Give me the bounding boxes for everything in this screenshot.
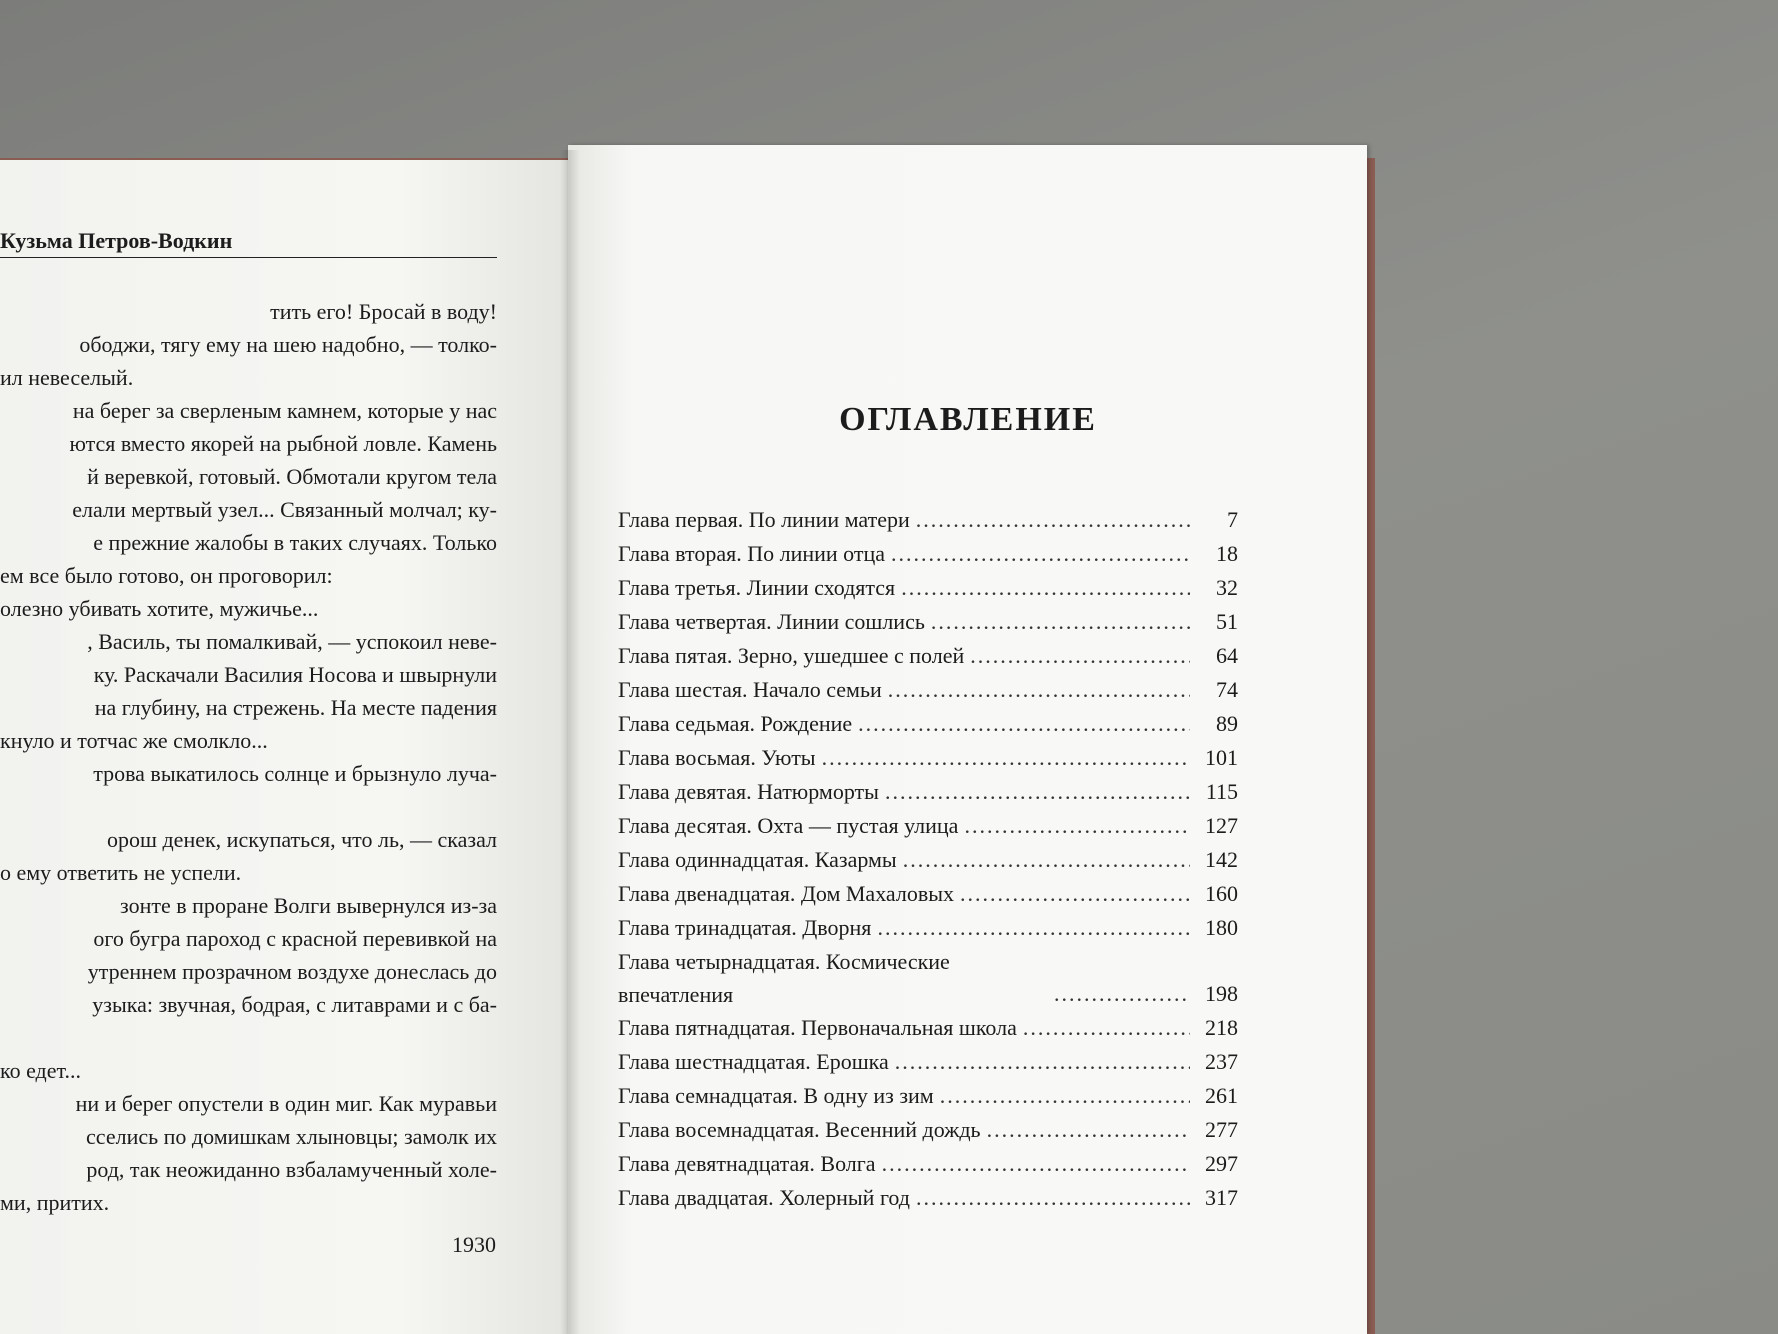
toc-entry-title: Глава восемнадцатая. Весенний дождь [618,1117,981,1142]
text-line: ми, притих. [0,1190,110,1215]
toc-entry [618,1147,1238,1181]
toc-entry [618,1011,1238,1045]
toc-page-number: 160 [1205,881,1238,906]
toc-page-number: 115 [1205,779,1238,804]
table-of-contents [618,503,1238,1215]
toc-leader [816,741,1190,775]
toc-entry-title: Глава четвертая. Линии сошлись [618,609,925,634]
toc-entry-title: Глава тринадцатая. Дворня [618,915,872,940]
toc-page-number: 297 [1205,1151,1238,1176]
toc-page-number: 32 [1216,575,1238,600]
toc-entry-title: Глава десятая. Охта — пустая улица [618,813,959,838]
toc-entry-title: Глава двадцатая. Холерный год [618,1185,910,1210]
toc-entry [618,707,1238,741]
toc-leader [897,843,1190,877]
toc-entry [618,775,1238,809]
text-line: ку. Раскачали Василия Носова и швырнули [93,662,497,687]
text-line: ются вместо якорей на рыбной ловле. Камень [69,431,497,456]
text-line: й веревкой, готовый. Обмотали кругом тела [87,464,497,489]
text-line: ем все было готово, он проговорил: [0,563,333,588]
toc-leader [889,1045,1190,1079]
toc-entry-title: Глава шестая. Начало семьи [618,677,882,702]
toc-entry [618,843,1238,877]
toc-entry-title: Глава вторая. По линии отца [618,541,886,566]
toc-entry [618,605,1238,639]
toc-entry-title: Глава девятая. Натюрморты [618,779,879,804]
book-gutter [560,150,580,1334]
toc-page-number: 198 [1205,981,1238,1006]
toc-entry-title: Глава девятнадцатая. Волга [618,1151,876,1176]
toc-leader [879,775,1190,809]
toc-entry-title: Глава одиннадцатая. Казармы [618,847,897,872]
toc-page-number: 237 [1205,1049,1238,1074]
toc-leader [895,571,1190,605]
toc-leader [954,877,1190,911]
toc-leader [852,707,1190,741]
toc-entry-title: Глава четырнадцатая. Космические впечатления [618,949,950,1007]
toc-leader [910,1181,1190,1215]
toc-entry [618,1181,1238,1215]
toc-entry [618,1079,1238,1113]
toc-page-number: 74 [1216,677,1238,702]
toc-page-number: 317 [1205,1185,1238,1210]
text-line: на берег за сверленым камнем, которые у нас [72,398,497,423]
toc-leader [958,809,1190,843]
text-line: ил невеселый. [0,365,134,390]
text-line: ого бугра пароход с красной перевивкой на [93,926,497,951]
running-head-rule [0,257,497,258]
toc-entry [618,945,1238,1011]
toc-entry [618,571,1238,605]
toc-entry-title: Глава восьмая. Уюты [618,745,816,770]
toc-page-number: 101 [1205,745,1238,770]
toc-page-number: 7 [1227,507,1238,532]
toc-page-number: 51 [1216,609,1238,634]
text-line: зонте в проране Волги вывернулся из-за [120,893,497,918]
running-head: Кузьма Петров-Водкин [0,228,233,253]
toc-page-number: 218 [1205,1015,1238,1040]
toc-entry [618,911,1238,945]
toc-entry [618,673,1238,707]
toc-entry [618,877,1238,911]
text-line: ободжи, тягу ему на шею надобно, — толко- [79,332,497,357]
text-line: на глубину, на стрежень. На месте падения [94,695,497,720]
text-line: узыка: звучная, бодрая, с литаврами и с ба- [92,992,497,1017]
toc-leader [1048,977,1190,1011]
year: 1930 [452,1232,496,1257]
text-line: утреннем прозрачном воздухе донеслась до [87,959,497,984]
toc-leader [964,639,1190,673]
toc-entry-title: Глава семнадцатая. В одну из зим [618,1083,934,1108]
toc-page-number: 142 [1205,847,1238,872]
toc-entry-title: Глава пятнадцатая. Первоначальная школа [618,1015,1017,1040]
toc-entry-title: Глава первая. По линии матери [618,507,910,532]
toc-page-number: 89 [1216,711,1238,736]
toc-entry-title: Глава двенадцатая. Дом Махаловых [618,881,955,906]
toc-leader [981,1113,1190,1147]
text-line [0,790,497,823]
toc-leader [871,911,1190,945]
text-line: сселись по домишкам хлыновцы; замолк их [86,1124,497,1149]
toc-entry-title: Глава пятая. Зерно, ушедшее с полей [618,643,965,668]
toc-entry-title: Глава шестнадцатая. Ерошка [618,1049,889,1074]
text-line [0,1021,497,1054]
toc-leader [925,605,1190,639]
toc-leader [910,503,1190,537]
text-line: олезно убивать хотите, мужичье... [0,596,319,621]
toc-page-number: 277 [1205,1117,1238,1142]
toc-page-number: 64 [1216,643,1238,668]
text-line: тить его! Бросай в воду! [270,299,497,324]
toc-page-number: 261 [1205,1083,1238,1108]
toc-entry-title: Глава третья. Линии сходятся [618,575,896,600]
toc-page-number: 180 [1205,915,1238,940]
text-line: трова выкатилось солнце и брызнуло луча- [93,761,497,786]
toc-leader [885,537,1190,571]
toc-title: ОГЛАВЛЕНИЕ [839,401,1097,438]
toc-entry [618,1113,1238,1147]
text-line: кнуло и тотчас же смолкло... [0,728,268,753]
toc-entry [618,503,1238,537]
toc-entry [618,537,1238,571]
text-line: ни и берег опустели в один миг. Как муравьи [75,1091,497,1116]
text-line: о ему ответить не успели. [0,860,242,885]
text-line: род, так неожиданно взбаламученный холе- [86,1157,497,1182]
toc-entry [618,639,1238,673]
toc-leader [876,1147,1190,1181]
toc-entry [618,1045,1238,1079]
text-line: е прежние жалобы в таких случаях. Только [93,530,497,555]
toc-entry [618,741,1238,775]
toc-leader [882,673,1190,707]
text-line: орош денек, искупаться, что ль, — сказал [107,827,497,852]
text-line: ко едет... [0,1058,81,1083]
text-line: елали мертвый узел... Связанный молчал; ку- [72,497,497,522]
toc-leader [934,1079,1190,1113]
toc-page-number: 18 [1216,541,1238,566]
text-line: , Василь, ты помалкивай, — успокоил неве- [87,629,497,654]
toc-entry [618,809,1238,843]
toc-page-number: 127 [1205,813,1238,838]
toc-leader [1017,1011,1190,1045]
left-page-text [0,295,497,1219]
toc-entry-title: Глава седьмая. Рождение [618,711,853,736]
